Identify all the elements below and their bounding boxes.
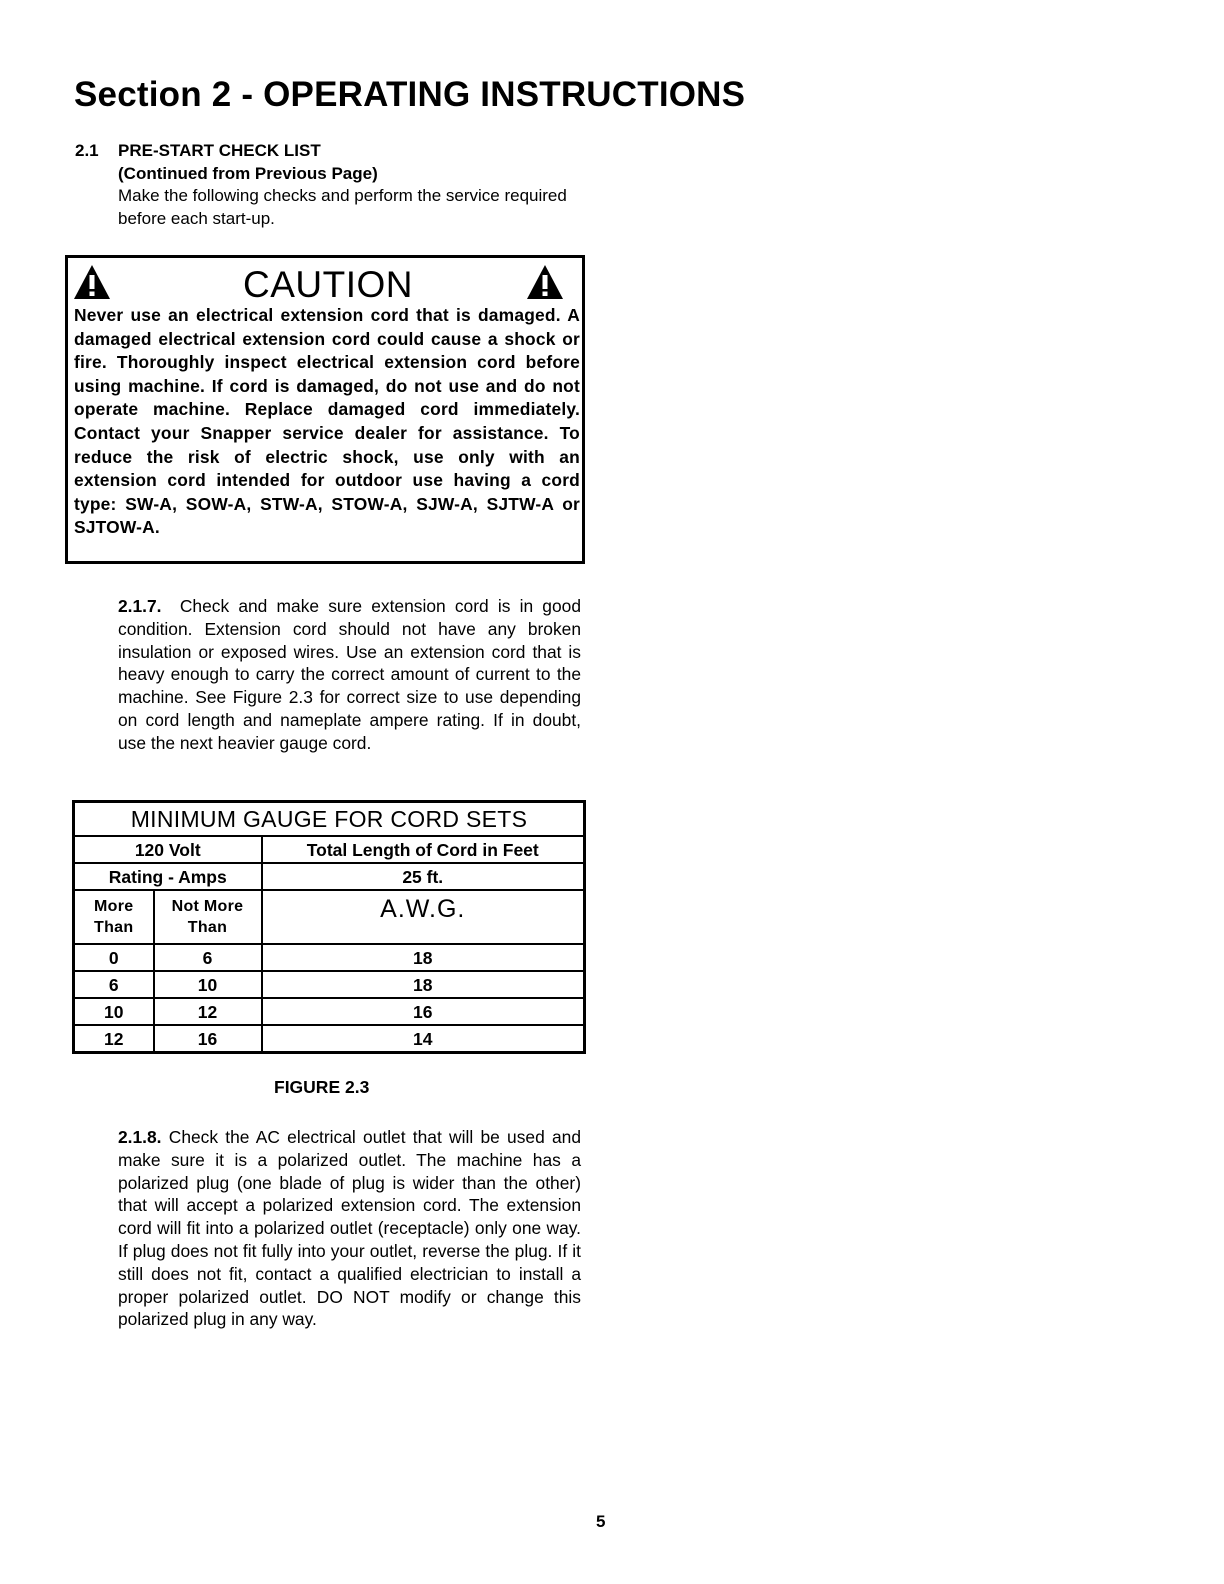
page-number: 5 [596, 1512, 606, 1531]
cell-not-more: 12 [154, 998, 262, 1025]
voltage-header: 120 Volt [74, 836, 262, 863]
gauge-table [72, 800, 586, 1054]
cell-not-more: 16 [154, 1025, 262, 1053]
caution-text: Never use an electrical extension cord that is damaged. A damaged electrical extension cord could cause a shock or fire. Thoroughly inspect electrical extension cord before using machine. If cord is damaged, do not use and do not operate machine. Replace damaged cord immediately. Contact your Snapper service dealer for assistance. To reduce the risk of electric shock, use only with an extension cord intended for outdoor use having a cord type: SW-A, SOW-A, STW-A, STOW-A, SJW-A, SJTW-A or SJTOW-A. [74, 305, 580, 538]
cell-more: 0 [74, 944, 154, 971]
step-text: Check the AC electrical outlet that will be used and make sure it is a polarized outlet. The machine has a polarized plug (one blade of plug is wider than the other) that will accept a polarized extension cord. The extension cord will fit into a polarized outlet (receptacle) only one way. If plug does not fit fully into your outlet, reverse the plug. If it still does not fit, contact a qualified electrician to install a proper polarized outlet. DO NOT modify or change this polarized plug in any way. [118, 1127, 581, 1330]
warning-triangle-icon [526, 264, 564, 300]
cell-awg: 16 [262, 998, 585, 1025]
cell-awg: 18 [262, 944, 585, 971]
step-text: Check and make sure extension cord is in good condition. Extension cord should not have any broken insulation or exposed wires. Use an extension cord that is heavy enough to carry the correct amount of current to the machine. See Figure 2.3 for correct size to use depending on cord length and nameplate ampere rating. If in doubt, use the next heavier gauge cord. [118, 596, 581, 753]
continued-note: (Continued from Previous Page) [118, 163, 378, 183]
subsection-heading: PRE-START CHECK LIST [118, 141, 321, 160]
table-row [74, 971, 585, 998]
table-row [74, 998, 585, 1025]
figure-caption: FIGURE 2.3 [274, 1077, 370, 1097]
table-row [74, 1025, 585, 1053]
length-value: 25 ft. [262, 863, 585, 890]
table-title: MINIMUM GAUGE FOR CORD SETS [74, 802, 585, 837]
rating-header: Rating - Amps [74, 863, 262, 890]
col-more-than: More Than [74, 890, 154, 944]
cell-more: 10 [74, 998, 154, 1025]
caution-header [68, 261, 582, 307]
cell-awg: 18 [262, 971, 585, 998]
step-number: 2.1.7. [118, 596, 162, 616]
subsection-intro: Make the following checks and perform the service required before each start-up. [118, 186, 567, 228]
cell-more: 6 [74, 971, 154, 998]
subsection-block [118, 140, 584, 230]
step-2-1-7 [118, 595, 581, 755]
caution-title: CAUTION [243, 264, 413, 305]
cell-not-more: 6 [154, 944, 262, 971]
step-2-1-8 [118, 1126, 581, 1331]
col-awg: A.W.G. [262, 890, 585, 944]
cell-not-more: 10 [154, 971, 262, 998]
caution-box [65, 255, 585, 564]
cell-more: 12 [74, 1025, 154, 1053]
subsection-number: 2.1 [75, 141, 99, 160]
length-header: Total Length of Cord in Feet [262, 836, 585, 863]
col-not-more-than: Not More Than [154, 890, 262, 944]
cell-awg: 14 [262, 1025, 585, 1053]
step-number: 2.1.8. [118, 1127, 162, 1147]
page-title: Section 2 - OPERATING INSTRUCTIONS [74, 75, 746, 114]
table-row [74, 944, 585, 971]
